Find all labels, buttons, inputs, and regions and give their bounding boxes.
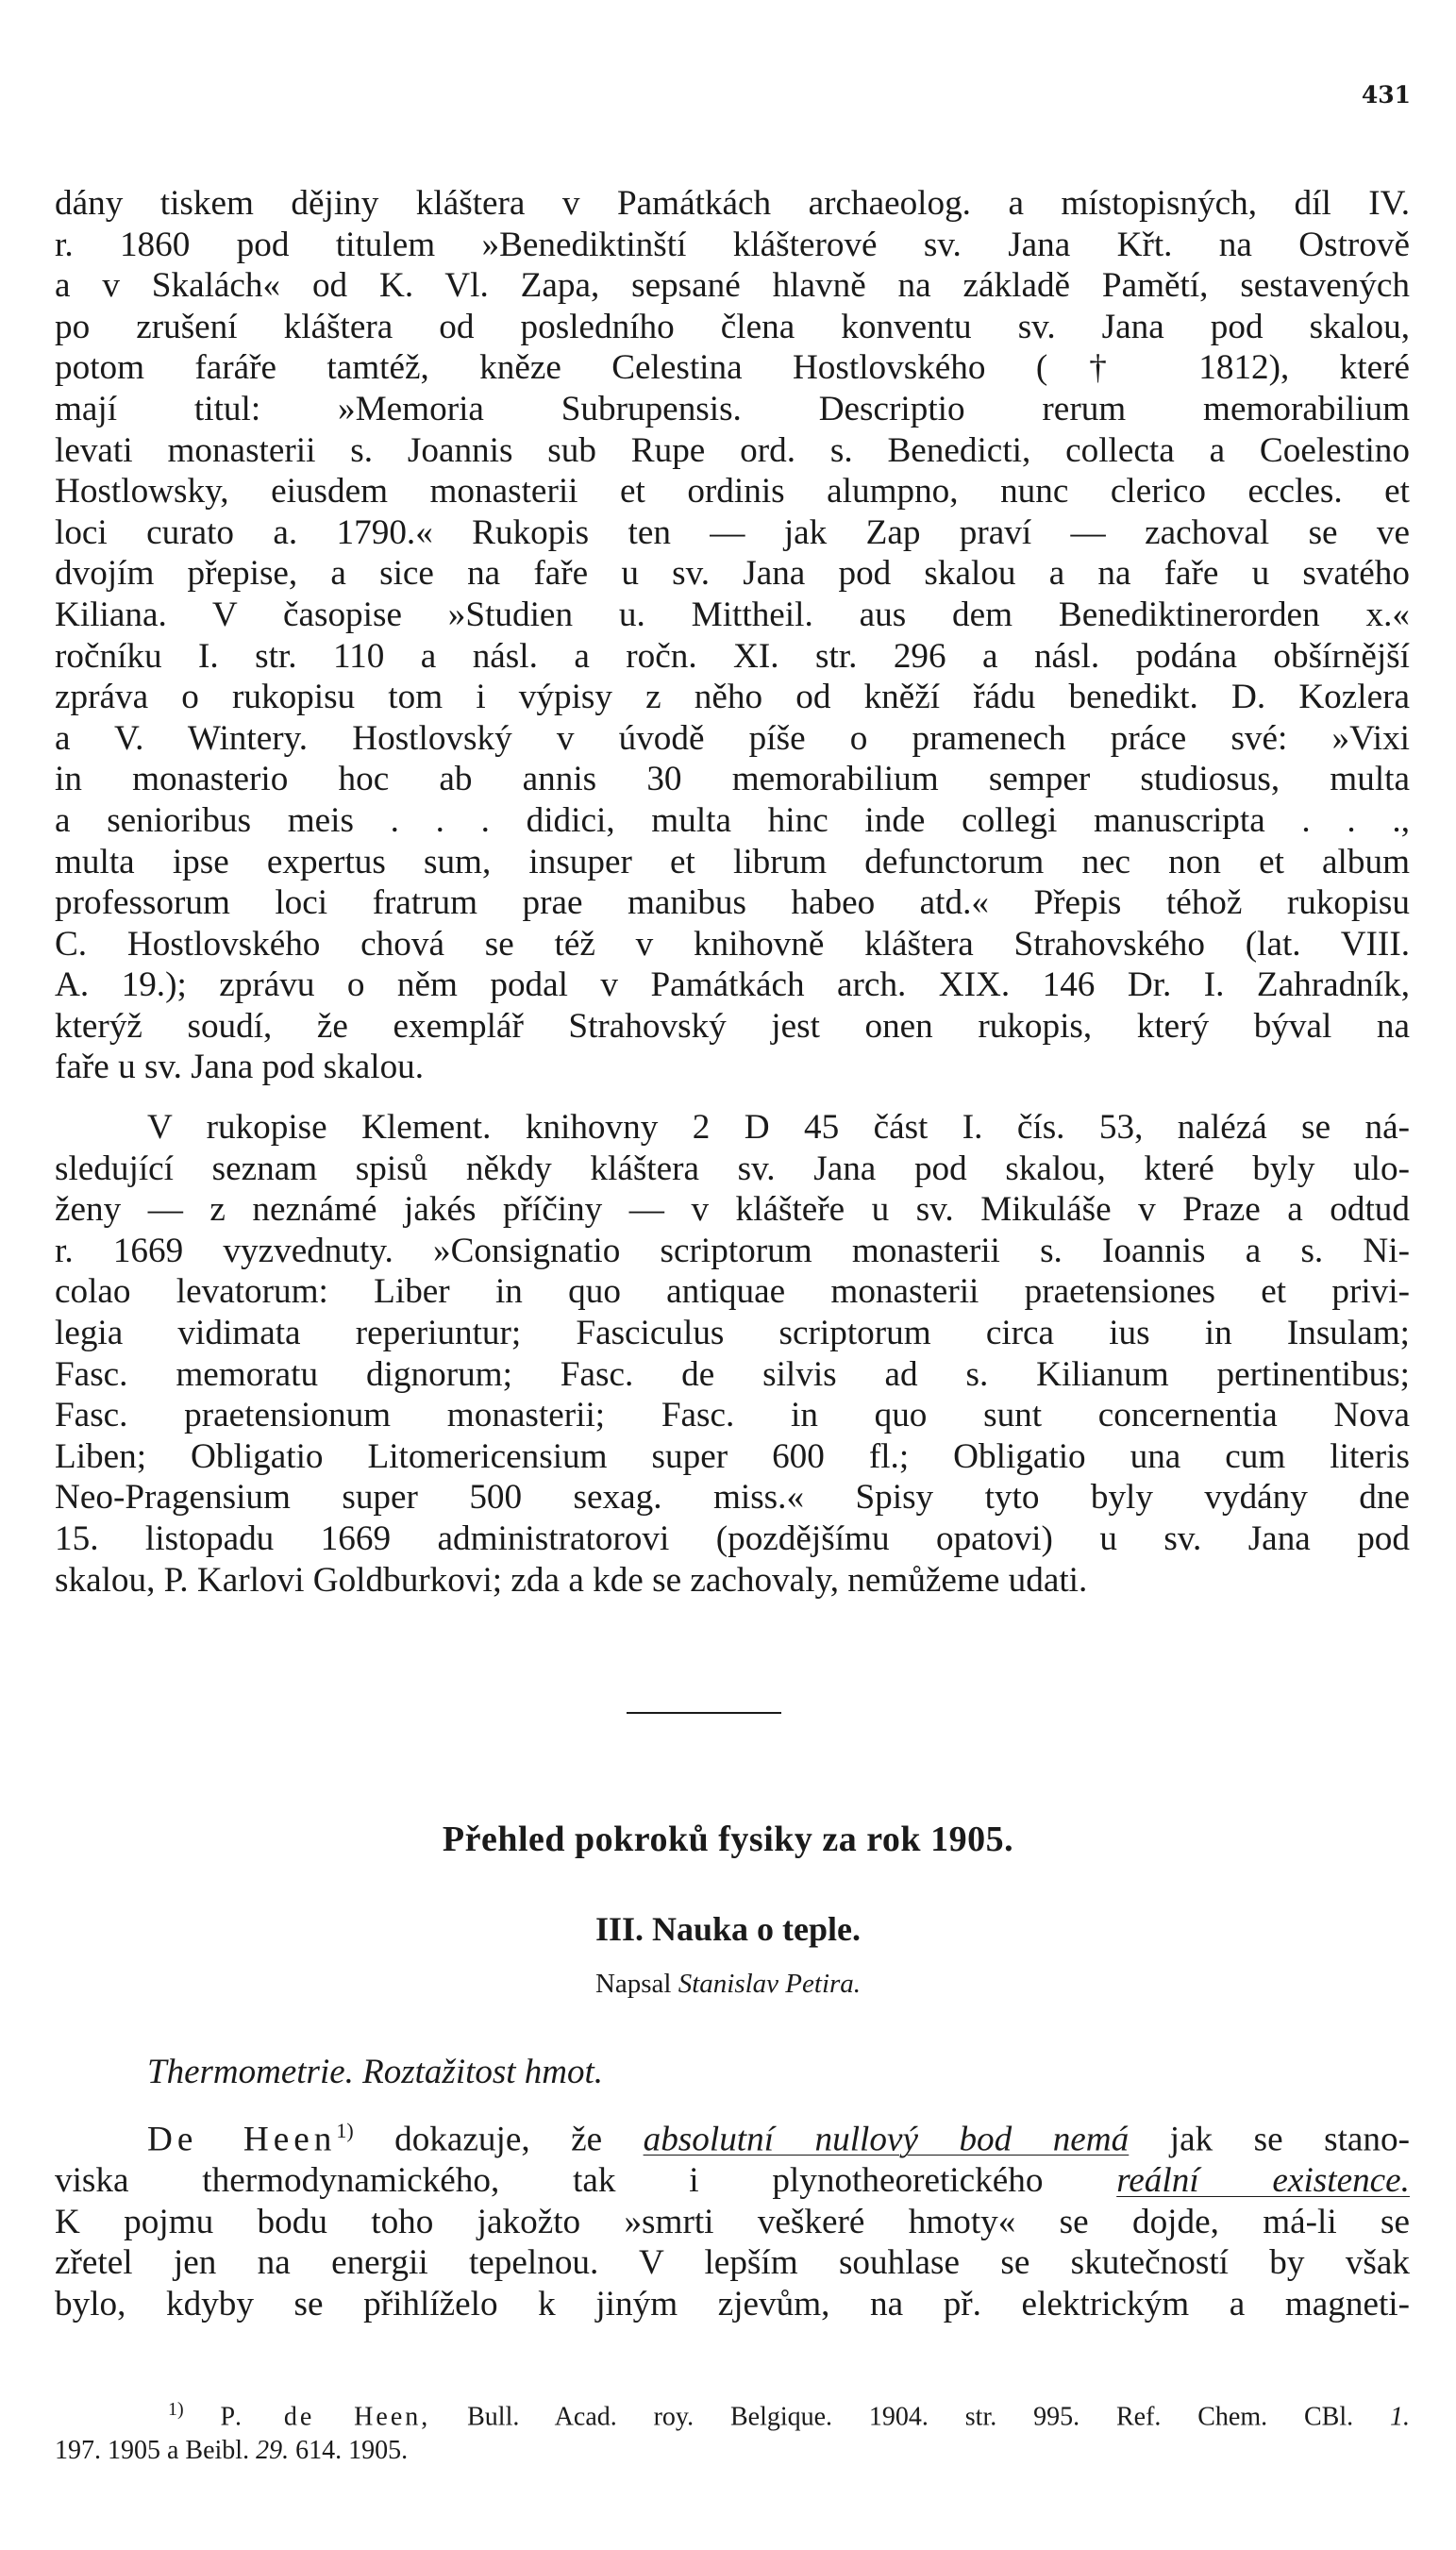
text-line: colao levatorum: Liber in quo antiquae monasterii praetensiones et privi- [55,1272,1410,1312]
text-line: kterýž soudí, že exemplář Strahovský jest onen rukopis, který býval na [55,1006,1410,1046]
cited-author: De Heen [147,2120,337,2159]
paragraph-consignatio [55,1107,1410,1601]
text-line: zřetel jen na energii tepelnou. V lepším souhlase se skutečností by však [55,2243,1410,2283]
chapter-title: III. Nauka o teple. [594,1910,862,1948]
text-line: 15. listopadu 1669 administratorovi (pozdějšímu opatovi) u sv. Jana pod [55,1518,1410,1558]
text-line [55,2110,1410,2160]
footnote-author: P. de Heen, [220,2402,431,2432]
text-fragment: dokazuje, že [353,2120,644,2159]
emphasis-text: reální existence. [1116,2160,1410,2200]
text-line: r. 1669 vyzvednuty. »Consignatio scriptorum monasterii s. Ioannis a s. Ni- [55,1231,1410,1270]
volume-number: 29. [256,2436,290,2466]
paragraph-history-manuscript [55,183,1410,1088]
text-line: ročníku I. str. 110 a násl. a ročn. XI. str. 296 a násl. podána obšírnější [55,636,1410,676]
subsection-title: Thermometrie. Roztažitost hmot. [147,2053,604,2091]
volume-number: 1. [1390,2402,1410,2432]
text-line: Liben; Obligatio Litomericensium super 600 fl.; Obligatio una cum literis [55,1436,1410,1476]
text-line: dány tiskem dějiny kláštera v Památkách archaeolog. a místopisných, díl IV. [55,184,1410,223]
text-line: potom faráře tamtéž, kněze Celestina Hostlovského († 1812), které [55,348,1410,388]
text-line: faře u sv. Jana pod skalou. [55,1048,425,1087]
text-fragment: Bull. Acad. roy. Belgique. 1904. str. 995. Ref. Chem. CBl. [430,2402,1390,2432]
text-line: a V. Wintery. Hostlovský v úvodě píše o pramenech práce své: »Vixi [55,718,1410,758]
text-fragment: jak se stano- [1129,2120,1410,2159]
text-line: V rukopise Klement. knihovny 2 D 45 část I. čís. 53, nalézá se ná- [147,1108,1410,1147]
text-line: multa ipse expertus sum, insuper et librum defunctorum nec non et album [55,842,1410,881]
text-fragment: viska thermodynamického, tak i plynotheoretického [55,2160,1117,2200]
text-line: mají titul: »Memoria Subrupensis. Descriptio rerum memorabilium [55,389,1410,428]
text-line: ženy — z neznámé jakés příčiny — v klášteře u sv. Mikuláše v Praze a odtud [55,1190,1410,1230]
text-fragment: 614. 1905. [289,2436,409,2466]
footnote [55,2392,1410,2468]
text-line [55,2160,1410,2202]
author-prefix: Napsal [594,1969,672,1999]
emphasis-text: absolutní nullový bod nemá [643,2120,1130,2159]
text-line: Fasc. praetensionum monasterii; Fasc. in quo sunt concernentia Nova [55,1396,1410,1435]
text-line: r. 1860 pod titulem »Benediktinští klášterové sv. Jana Křt. na Ostrově [55,225,1410,264]
text-line: zpráva o rukopisu tom i výpisy z něho od kněží řádu benedikt. D. Kozlera [55,678,1410,717]
text-line: levati monasterii s. Joannis sub Rupe ord. s. Benedicti, collecta a Coelestino [55,430,1410,470]
text-line: Hostlowsky, eiusdem monasterii et ordinis alumpno, nunc clerico eccles. et [55,472,1410,512]
text-line: legia vidimata reperiuntur; Fasciculus scriptorum circa ius in Insulam; [55,1313,1410,1352]
text-line: a senioribus meis . . . didici, multa hinc inde collegi manuscripta . . ., [55,800,1410,840]
footnote-mark: 1) [168,2399,184,2420]
footnote-line [55,2434,1410,2468]
text-line: skalou, P. Karlovi Goldburkovi; zda a kde se zachovaly, nemůžeme udati. [55,1560,1088,1600]
text-line: loci curato a. 1790.« Rukopis ten — jak Zap praví — zachoval se ve [55,512,1410,552]
text-line: Fasc. memoratu dignorum; Fasc. de silvis ad s. Kilianum pertinentibus; [55,1354,1410,1394]
text-line: in monasterio hoc ab annis 30 memorabilium semper studiosus, multa [55,760,1410,799]
text-line: Kiliana. V časopise »Studien u. Mittheil. aus dem Benediktinerorden x.« [55,595,1410,634]
text-line: bylo, kdyby se přihlíželo k jiným zjevům, na př. elektrickým a magneti- [55,2284,1410,2324]
footnote-ref: 1) [336,2119,354,2142]
text-line: K pojmu bodu toho jakožto »smrti veškeré hmoty« se dojde, má-li se [55,2202,1410,2241]
text-line: a v Skalách« od K. Vl. Zapa, sepsané hlavně na základě Pamětí, sestavených [55,266,1410,306]
page-number: 431 [1361,81,1411,109]
footnote-line [55,2392,1410,2434]
text-line: sledující seznam spisů někdy kláštera sv. Jana pod skalou, které byly ulo- [55,1149,1410,1188]
author-line [0,1969,1456,2000]
section-title: Přehled pokroků fysiky za rok 1905. [442,1820,1014,1859]
text-fragment: 197. 1905 a Beibl. [55,2436,257,2466]
text-line: C. Hostlovského chová se též v knihovně kláštera Strahovského (lat. VIII. [55,924,1410,964]
text-line: Neo-Pragensium super 500 sexag. miss.« Spisy tyto byly vydány dne [55,1478,1410,1518]
text-line: A. 19.); zprávu o něm podal v Památkách arch. XIX. 146 Dr. I. Zahradník, [55,965,1410,1005]
paragraph-de-heen [55,2110,1410,2324]
text-line: po zrušení kláštera od posledního člena konventu sv. Jana pod skalou, [55,307,1410,346]
text-line: dvojím přepise, a sice na faře u sv. Jana pod skalou a na faře u svatého [55,554,1410,594]
text-line: professorum loci fratrum prae manibus habeo atd.« Přepis téhož rukopisu [55,883,1410,923]
author-name: Stanislav Petira. [678,1969,862,1999]
section-separator-rule [627,1712,781,1714]
